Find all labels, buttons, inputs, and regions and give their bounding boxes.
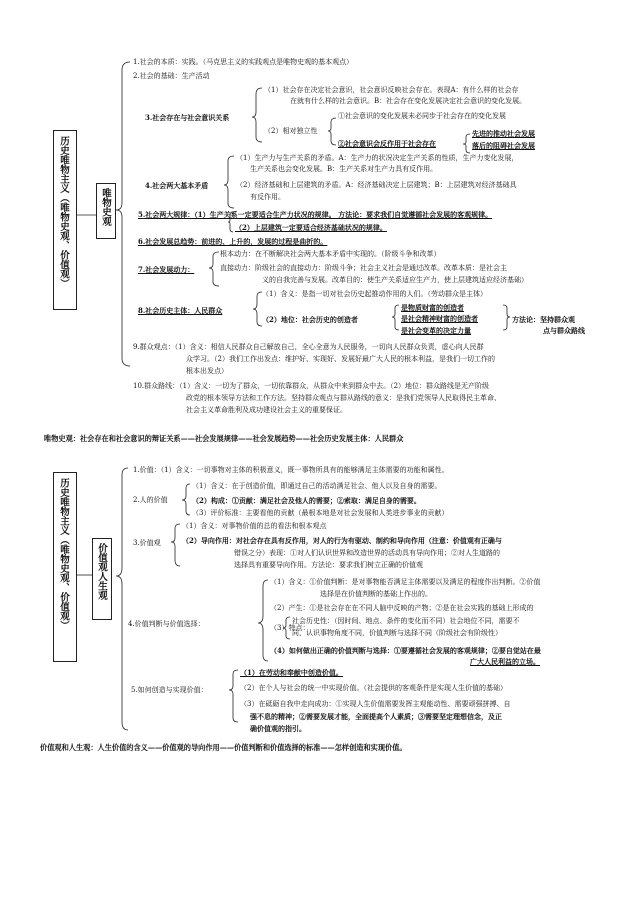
human-value-standard: （3）评价标准：主要看他的贡献（最根本地是对社会发展和人类进步事业的贡献） [192,509,449,517]
judgment-origin: （2）产生：①是社会存在在不同人脑中反映的产物；②是在社会实践的基础上形成的 [270,604,534,612]
outer-label-1: 历史唯物主义（唯物史观、价值观） [58,136,69,288]
item4-heading: 4.社会两大基本矛盾 [145,181,209,190]
create-value-1: （1）在劳动和奉献中创造价值。 [240,668,343,677]
item8-creator-spiritual: 是社会精神财富的创造者 [401,314,478,323]
item3-advanced: 先进的推动社会发展 [472,129,535,138]
judgment-meaning-2: 选择是在价值判断的基础上作出的。 [320,590,432,598]
item9-line3: 根本出发点） [186,367,228,375]
item7-heading: 7.社会发展动力： [138,265,195,274]
judgment-how-2: 广大人民利益的立场。 [470,657,540,666]
create-value-heading: 5.如何创造与实现价值： [131,686,208,694]
item9-line1: 9.群众观点：（1）含义：相信人民群众自己解放自己，全心全意为人民服务，一切向人民群众负责，虚心向人民群 [133,343,484,351]
item5-line1: 5.社会两大规律：（1）生产关系一定要适合生产力状况的规律。 方法论：要求我们自觉遵循社会发展的客观规律。 [138,210,493,219]
item3-heading: 3.社会存在与社会意识关系 [145,113,230,122]
outer-label-2: 历史唯物主义（唯物史观、价值观） [58,478,69,630]
inner-label-2: 价值观人生观 [96,543,107,600]
item5-line2: （2）上层建筑一定要适合经济基础状况的规律。 [235,223,387,232]
item10-line1: 10.群众路线：（1）含义：一切为了群众，一切依靠群众，从群众中来到群众中去。（2）地位：群众路线是无产阶级 [133,382,490,390]
item8-methodology-2: 点与群众路线 [543,326,585,335]
item4-sub2-line2: 有反作用。 [250,193,285,201]
section1-summary: 唯物史观：社会存在和社会意识的辩证关系——社会发展规律——社会发展趋势——社会历史发展主体：人民群众 [44,434,404,443]
item3-sub2-a: ①社会意识的变化发展未必同步于社会存在的变化发展 [338,112,506,120]
item10-line2: 政党的根本领导方法和工作方法。坚持群众观点与群从路线的意义：是我们党领导人民取得民主革命、 [186,394,501,402]
item8-methodology-1: 方法论：坚持群众观 [512,315,575,324]
values-meaning: （1）含义：对事物价值的总的看法和根本观点 [182,522,327,530]
item7-root-force: 根本动力：在不断解决社会两大基本矛盾中实现的。（阶级斗争和改革） [220,250,441,258]
values-heading: 3.价值观 [133,539,161,547]
judgment-feature-1: 社会历史性：（因时间、地点、条件的变化而不同）社会地位不同，需要不 [292,617,520,625]
item7-direct-line1: 直接动力：阶级社会的直接动力：阶级斗争；社会主义社会是通过改革。改革本质：是社会主 [220,264,507,272]
value-line: 1.价值：（1）含义：一切事物对主体的积极意义，既一事物所具有的能够满足主体需要的功能和属性。 [133,466,449,474]
item3-sub1-line1: （1）社会存在决定社会意识，社会意识反映社会存在。表现A：有什么样的社会存 [264,86,519,94]
human-value-heading: 2.人的价值 [133,496,168,504]
human-value-composition: （2）构成：①贡献：满足社会及他人的需要；②索取：满足自身的需要。 [192,496,421,505]
create-value-2: （2）在个人与社会的统一中实现价值。（社会提供的客观条件是实现人生价值的基础） [240,684,507,692]
create-value-3a: （3）在砥砺自我中走向成功：①实现人生价值需要发挥主观能动性、需要顽强拼搏、自 [240,700,511,708]
values-guide-line1: （2）导向作用：对社会存在具有反作用，对人的行为有驱动、制约和导向作用（注意：价值观有正确与 [182,536,502,545]
section2-summary: 价值观和人生观：人生价值的含义——价值观的导向作用——价值判断和价值选择的标准——怎样创造和实现价值。 [40,743,407,752]
create-value-3c: 确价值观的指引。 [250,724,306,733]
item8-creator-material: 是物质财富的创造者 [401,303,464,312]
item3-backward: 落后的阻碍社会发展 [472,141,535,150]
item8-creator-decisive: 是社会变革的决定力量 [401,326,471,335]
item8-meaning: （1）含义：是指一切对社会历史起推动作用的人们。（劳动群众是主体） [262,290,487,298]
judgment-meaning-1: （1）含义：①价值判断：是对事物能否满足主体需要以及满足的程度作出判断。②价值 [270,578,541,586]
judgment-heading: 4.价值判断与价值选择： [128,620,205,628]
item2-line: 2.社会的基础：生产活动 [133,72,210,80]
item3-sub2-heading: （2）相对独立性 [264,127,318,135]
values-guide-line2: 错误之分）表现：①对人们认识世界和改造世界的活动具有导向作用；②对人生道路的 [234,549,500,557]
judgment-feature-heading: （3）特点： [270,624,310,632]
item1-line: 1.社会的本质：实践。（马克思主义的实践观点是唯物史观的基本观点） [133,58,354,66]
item3-sub1-line2: 在就有什么样的社会意识。B：社会存在变化发展决定社会意识的变化发展。 [290,97,527,105]
judgment-feature-2: 同，认识事物角度不同，价值判断与选择不同（阶级社会有阶级性） [292,629,502,637]
create-value-3b: 强不息的精神；②需要发展才能，全面提高个人素质；③需要坚定理想信念，及正 [250,712,502,721]
item3-sub2-b: ②社会意识会反作用于社会存在 [338,139,436,148]
judgment-how-1: （4）如何做出正确的价值判断与选择：①要遵循社会发展的客观规律；②要自觉站在最 [270,646,541,655]
item4-sub1-line1: （1）生产力与生产关系的矛盾。A：生产力的状况决定生产关系的性质，生产力变化发展， [236,154,519,162]
item4-sub1-line2: 生产关系也会变化发展。B：生产关系对生产力具有反作用。 [250,165,438,173]
inner-label-1: 唯物史观 [100,188,111,226]
item7-direct-line2: 义的自我完善与发展。改革目的：使生产关系适应生产力，使上层建筑适应经济基础） [262,276,528,284]
item8-status: （2）地位：社会历史的创造者 [262,315,358,324]
item4-sub2-line1: （2）经济基础和上层建筑的矛盾。A：经济基础决定上层建筑；B：上层建筑对经济基础具 [236,181,517,189]
item8-heading: 8.社会历史主体：人民群众 [138,306,223,315]
human-value-meaning: （1）含义：在于创造价值，即通过自己的活动满足社会、他人以及自身的需要。 [192,482,442,490]
item9-line2: 众学习。（2）我们工作出发点：维护好、实现好、发展好最广大人民的根本利益，是我们一切工作的 [186,355,495,363]
item10-line3: 社会主义革命胜利及成功建设社会主义的重要保证。 [186,406,347,414]
values-guide-line3: 选择具有重要导向作用。方法论：要求我们树立正确的价值观 [234,561,423,569]
item6-line: 6.社会发展总趋势：前进的、上升的，发展的过程是曲折的。 [138,237,328,246]
